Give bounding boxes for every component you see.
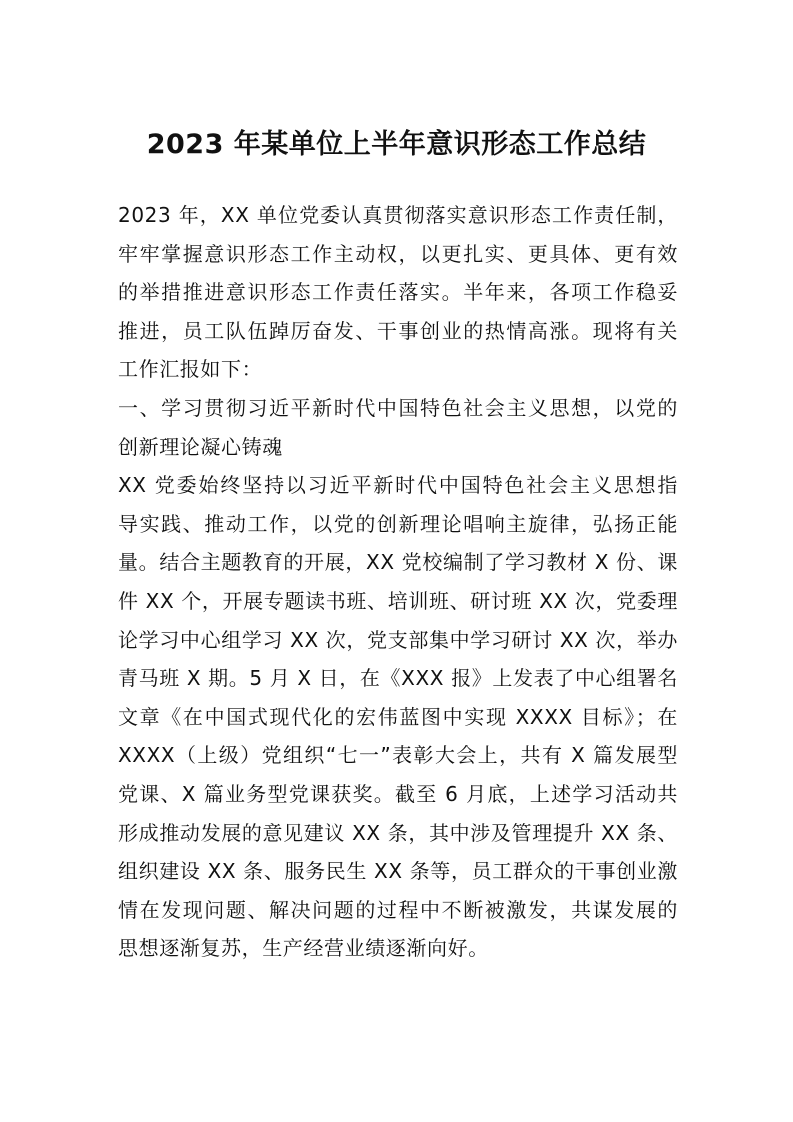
body-line: 的举措推进意识形态工作责任落实。半年来，各项工作稳妥 <box>118 280 678 305</box>
document-title: 2023 年某单位上半年意识形态工作总结 <box>146 129 647 160</box>
body-line: 文章《在中国式现代化的宏伟蓝图中实现 XXXX 目标》；在 <box>118 704 678 729</box>
body-line: 青马班 X 期。5 月 X 日，在《XXX 报》上发表了中心组署名 <box>118 666 678 691</box>
body-line: 件 XX 个，开展专题读书班、培训班、研讨班 XX 次，党委理 <box>118 588 678 613</box>
document-body <box>118 196 678 968</box>
body-line: 推进，员工队伍踔厉奋发、干事创业的热情高涨。现将有关 <box>118 318 678 343</box>
body-line: 党课、X 篇业务型党课获奖。截至 6 月底，上述学习活动共 <box>118 781 678 806</box>
body-line: 量。结合主题教育的开展，XX 党校编制了学习教材 X 份、课 <box>118 550 678 575</box>
body-line: 组织建设 XX 条、服务民生 XX 条等，员工群众的干事创业激 <box>118 859 678 884</box>
body-line: 思想逐渐复苏，生产经营业绩逐渐向好。 <box>118 936 489 961</box>
body-line: 导实践、推动工作，以党的创新理论唱响主旋律，弘扬正能 <box>118 511 678 536</box>
body-line: 形成推动发展的意见建议 XX 条，其中涉及管理提升 XX 条、 <box>118 820 678 845</box>
body-line: 2023 年，XX 单位党委认真贯彻落实意识形态工作责任制， <box>118 203 678 227</box>
body-line: XX 党委始终坚持以习近平新时代中国特色社会主义思想指 <box>118 473 678 498</box>
body-line: 牢牢掌握意识形态工作主动权，以更扎实、更具体、更有效 <box>118 241 678 266</box>
body-line: 工作汇报如下： <box>118 357 263 382</box>
section-heading-line: 一、学习贯彻习近平新时代中国特色社会主义思想，以党的 <box>118 395 678 420</box>
body-line: 论学习中心组学习 XX 次，党支部集中学习研讨 XX 次，举办 <box>118 627 678 652</box>
body-line: 情在发现问题、解决问题的过程中不断被激发，共谋发展的 <box>118 897 678 922</box>
section-heading-line: 创新理论凝心铸魂 <box>118 434 283 459</box>
body-line: XXXX（上级）党组织“七一”表彰大会上，共有 X 篇发展型 <box>118 743 678 768</box>
